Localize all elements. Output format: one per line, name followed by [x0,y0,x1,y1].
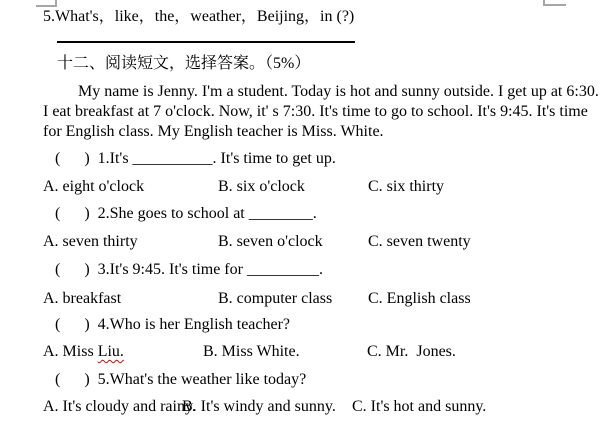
margin-crop-mark-right [543,0,566,6]
question-4-options [0,342,611,362]
question-2-option-b: B. seven o'clock [218,233,323,250]
question-1-stem: ( ) 1.It's __________. It's time to get up. [55,150,336,167]
question-3-option-b: B. computer class [218,290,333,307]
question-5-option-a: A. It's cloudy and rainy. [43,398,196,415]
question-5-option-c: C. It's hot and sunny. [352,398,487,415]
question-4-option-c: C. Mr. Jones. [367,343,456,360]
vocab-question-5: 5.What's，like，the，weather，Beijing，in (?) [43,8,355,25]
question-5-options [0,397,611,417]
question-3-option-a: A. breakfast [43,290,122,307]
passage-line-2: I eat breakfast at 7 o'clock. Now, it' s 7:30. It's time to go to school. It's 9:45. It's time [43,103,588,120]
question-2-option-c: C. seven twenty [368,233,471,250]
question-4-option-a-text: A. Miss [43,343,98,360]
question-2-stem: ( ) 2.She goes to school at ________. [55,205,317,222]
passage-line-1: My name is Jenny. I'm a student. Today is hot and sunny outside. I get up at 6:30. [78,83,599,100]
question-4-option-b: B. Miss White. [203,343,300,360]
question-2-option-a: A. seven thirty [43,233,138,250]
question-3-stem: ( ) 3.It's 9:45. It's time for _________. [55,261,323,278]
question-2-options [0,232,611,252]
question-1-option-c: C. six thirty [368,178,445,195]
question-3-options [0,289,611,309]
question-1-option-a: A. eight o'clock [43,178,145,195]
question-1-options [0,177,611,197]
margin-crop-mark-left [36,0,57,7]
spellcheck-flagged-word: Liu. [97,343,124,360]
answer-blank-line [57,41,355,43]
question-5-option-b: B. It's windy and sunny. [182,398,336,415]
section-heading: 十二、阅读短文，选择答案。（5%） [57,55,311,72]
question-4-stem: ( ) 4.Who is her English teacher? [55,316,291,333]
question-1-option-b: B. six o'clock [218,178,305,195]
question-4-option-a [43,342,124,361]
question-3-option-c: C. English class [368,290,471,307]
question-5-stem: ( ) 5.What's the weather like today? [55,371,307,388]
passage-line-3: for English class. My English teacher is Miss. White. [43,123,384,140]
